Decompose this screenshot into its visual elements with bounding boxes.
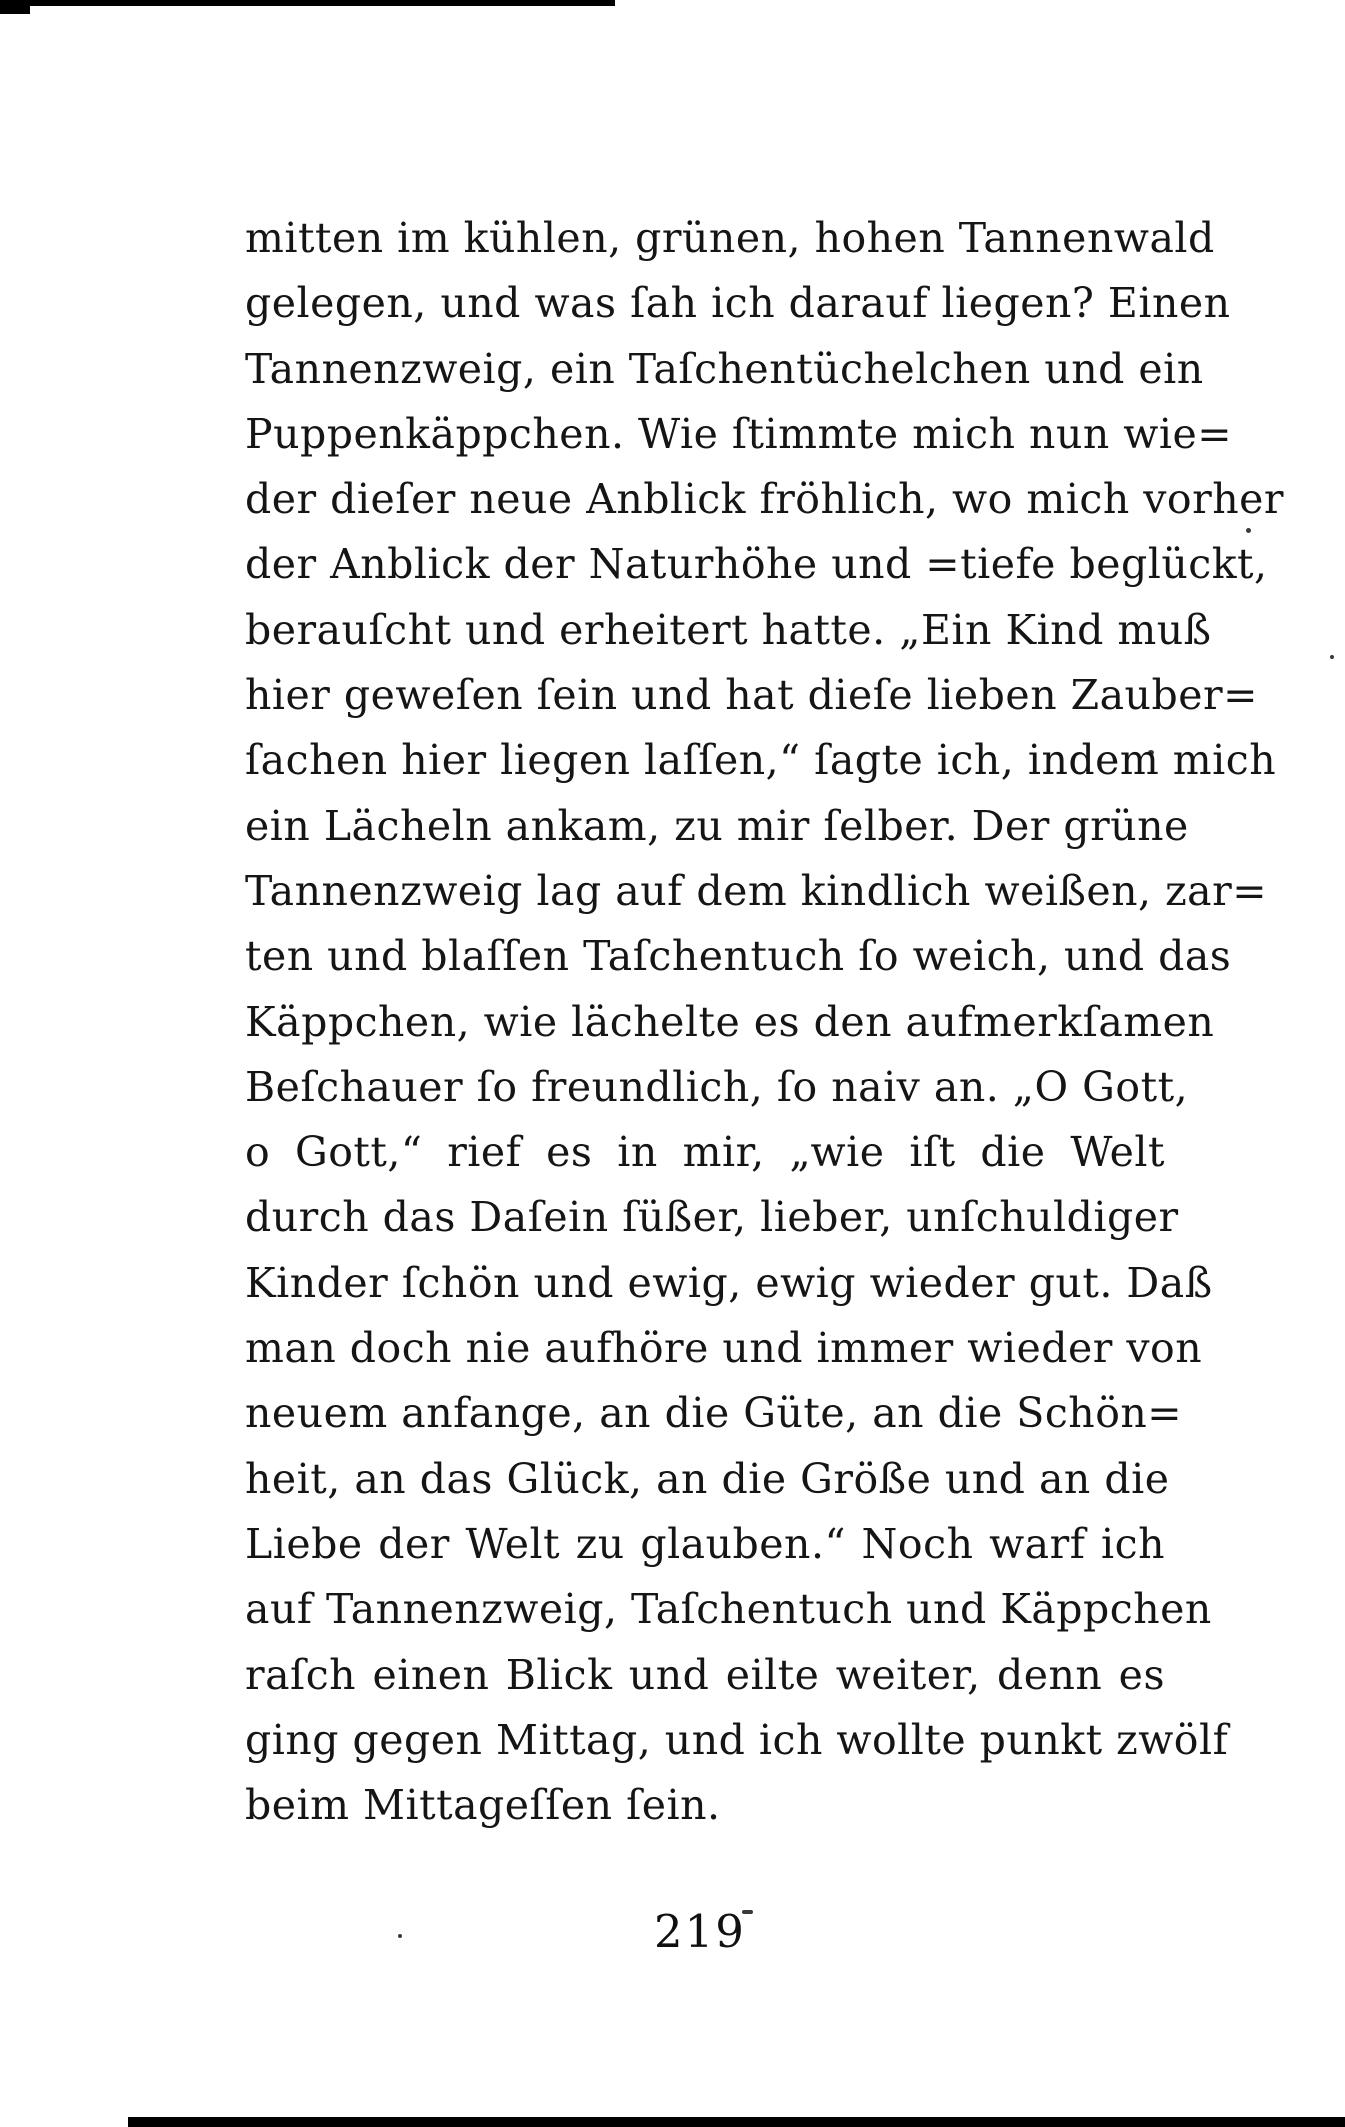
text-line: neuem anfange, an die Güte, an die Schön= — [245, 1389, 1183, 1438]
text-line: ein Lächeln ankam, zu mir ſelber. Der grüne — [245, 801, 1189, 850]
text-line: der dieſer neue Anblick fröhlich, wo mich vorher — [245, 475, 1284, 524]
text-line: Tannenzweig, ein Taſchentüchelchen und ein — [245, 344, 1204, 393]
text-line: beim Mittageſſen ſein. — [245, 1781, 721, 1830]
text-line: gelegen, und was ſah ich darauf liegen? Einen — [245, 279, 1231, 328]
scan-edge-nub-top-left — [0, 0, 30, 14]
scan-speck — [1330, 655, 1334, 659]
text-line: raſch einen Blick und eilte weiter, denn es — [245, 1650, 1165, 1699]
text-line: berauſcht und erheitert hatte. „Ein Kind muß — [245, 605, 1212, 654]
scan-speck — [398, 1934, 402, 1938]
text-line: Liebe der Welt zu glauben.“ Noch warf ich — [245, 1519, 1165, 1568]
page-number: 219 — [654, 1905, 746, 1958]
text-line: Kinder ſchön und ewig, ewig wieder gut. Daß — [245, 1258, 1213, 1307]
text-line: durch das Daſein ſüßer, lieber, unſchuldiger — [245, 1193, 1179, 1242]
text-line: mitten im kühlen, grünen, hohen Tannenwald — [245, 214, 1215, 262]
text-line: ging gegen Mittag, und ich wollte punkt zwölf — [245, 1715, 1229, 1764]
text-block — [245, 206, 1284, 1838]
text-line: Beſchauer ſo freundlich, ſo naiv an. „O Gott, — [245, 1062, 1189, 1111]
text-line: der Anblick der Naturhöhe und =tiefe beglückt, — [245, 540, 1268, 589]
text-line: hier geweſen ſein und hat dieſe lieben Zauber= — [245, 671, 1258, 720]
text-line: ten und blaſſen Taſchentuch ſo weich, und das — [245, 932, 1232, 981]
text-line: o Gott,“ rief es in mir, „wie iſt die Welt — [245, 1128, 1165, 1177]
text-line: Tannenzweig lag auf dem kindlich weißen, zar= — [245, 866, 1268, 915]
text-line: Käppchen, wie lächelte es den aufmerkſamen — [245, 997, 1215, 1046]
scan-edge-bar-bottom — [128, 2117, 1345, 2127]
text-line: auf Tannenzweig, Taſchentuch und Käppchen — [245, 1585, 1212, 1634]
scan-edge-bar-top — [0, 0, 615, 6]
text-line: ſachen hier liegen laſſen,“ ſagte ich, indem mich — [245, 736, 1277, 785]
scan-speck — [1246, 528, 1251, 533]
text-line: man doch nie aufhöre und immer wieder von — [245, 1324, 1203, 1373]
text-line: Puppenkäppchen. Wie ſtimmte mich nun wie= — [245, 409, 1233, 458]
text-line: heit, an das Glück, an die Größe und an die — [245, 1454, 1170, 1503]
